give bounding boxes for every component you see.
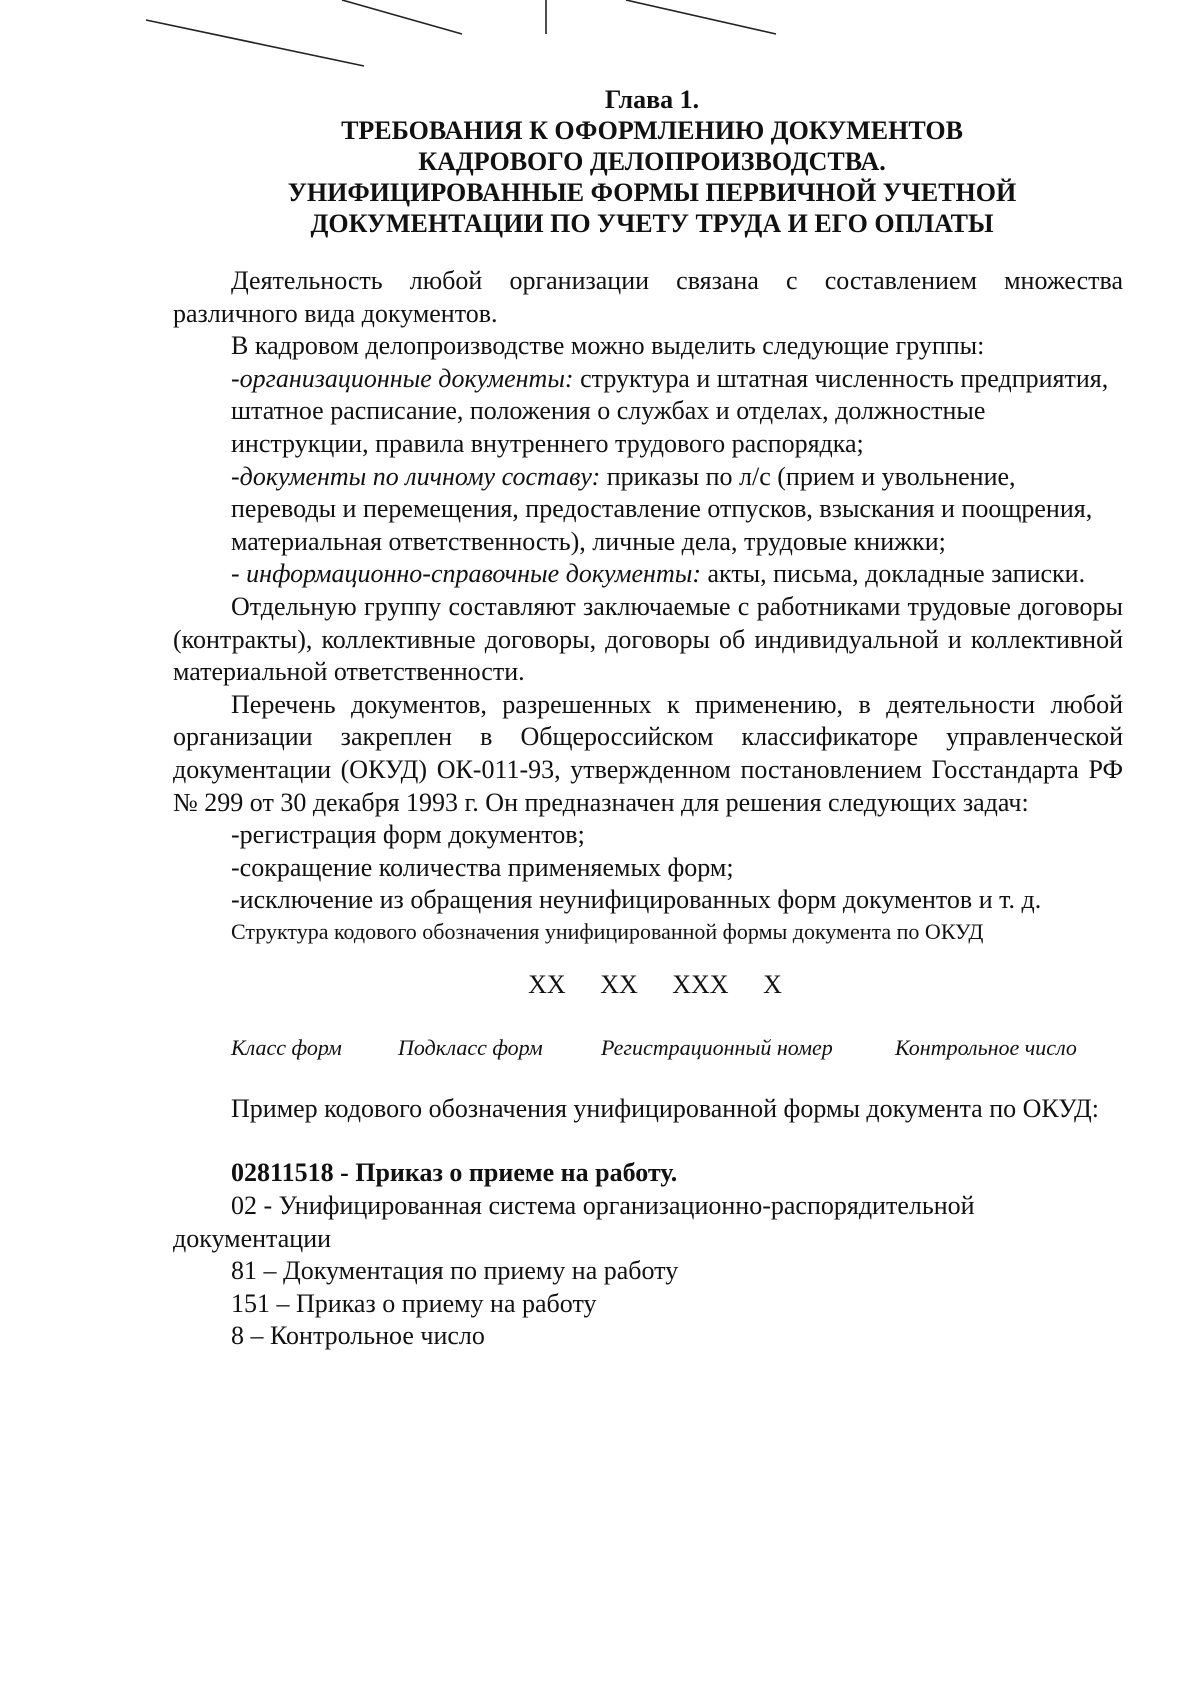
example-part: 8 – Контрольное число	[231, 1321, 485, 1351]
structure-caption: Структура кодового обозначения унифицированной формы документа по ОКУД	[231, 918, 984, 944]
chapter-heading	[173, 84, 1123, 239]
legend-reg-number: Регистрационный номер	[601, 1034, 833, 1060]
group-term: организационные документы:	[239, 363, 574, 393]
group-term: документы по личному составу:	[239, 461, 601, 491]
scan-artifact-lines	[0, 0, 1200, 80]
task-item: -сокращение количества применяемых форм;	[231, 852, 734, 882]
chapter-title-line: ТРЕБОВАНИЯ К ОФОРМЛЕНИЮ ДОКУМЕНТОВ	[341, 116, 963, 145]
legend-subclass: Подкласс форм	[398, 1034, 543, 1060]
groups-lead: В кадровом делопроизводстве можно выделить следующие группы:	[231, 331, 985, 361]
task-item: -регистрация форм документов;	[231, 820, 585, 850]
artifact-line	[626, 0, 776, 34]
chapter-title-line: УНИФИЦИРОВАННЫЕ ФОРМЫ ПЕРВИЧНОЙ УЧЕТНОЙ	[287, 178, 1017, 207]
group-organizational: -организационные документы: структура и штатная численность предприятия, штатное расписание, положения о службах и отделах, должностные инструкции, правила внутреннего трудового распорядка;	[231, 363, 1109, 458]
group-personnel: -документы по личному составу: приказы по л/с (прием и увольнение, переводы и перемещения, предоставление отпусков, взыскания и поощрения, материальная ответственность), личные дела, трудовые книжки;	[231, 461, 1093, 556]
group-term: информационно-справочные документы:	[246, 559, 701, 589]
artifact-line	[342, 0, 462, 34]
example-part: 81 – Документация по приему на работу	[231, 1256, 679, 1286]
code-legend	[173, 1033, 1123, 1063]
example-lead: Пример кодового обозначения унифицированной формы документа по ОКУД:	[231, 1093, 1099, 1123]
chapter-title-line: КАДРОВОГО ДЕЛОПРОИЗВОДСТВА.	[418, 147, 886, 176]
legend-check-digit: Контрольное число	[895, 1034, 1077, 1060]
chapter-number: Глава 1.	[604, 85, 700, 114]
legend-class: Класс форм	[231, 1034, 342, 1060]
intro-paragraph: Деятельность любой организации связана с составлением множества различного вида документов.	[173, 266, 1123, 328]
chapter-title-line: ДОКУМЕНТАЦИИ ПО УЧЕТУ ТРУДА И ЕГО ОПЛАТЫ	[310, 209, 994, 238]
document-body	[173, 84, 1123, 1353]
group-reference: - информационно-справочные документы: акты, письма, докладные записки.	[231, 559, 1086, 589]
example-part: 151 – Приказ о приему на работу	[231, 1288, 597, 1318]
example-code: 02811518 - Приказ о приеме на работу.	[231, 1158, 678, 1188]
contracts-paragraph: Отдельную группу составляют заключаемые с работниками трудовые договоры (контракты), коллективные договоры, договоры об индивидуальной и коллективной материальной ответственности.	[173, 591, 1123, 687]
artifact-line	[146, 20, 364, 66]
code-pattern: XX XX XXX X	[528, 969, 782, 999]
example-part: 02 - Унифицированная система организационно-распорядительной документации	[173, 1191, 975, 1253]
task-item: -исключение из обращения неунифицированных форм документов и т. д.	[231, 885, 1042, 915]
okud-paragraph: Перечень документов, разрешенных к применению, в деятельности любой организации закреплен в Общероссийском классификаторе управленческой документации (ОКУД) ОК-011-93, утвержденном постановлением Госстандарта РФ № 299 от 30 декабря 1993 г. Он предназначен для решения следующих задач:	[173, 689, 1123, 817]
